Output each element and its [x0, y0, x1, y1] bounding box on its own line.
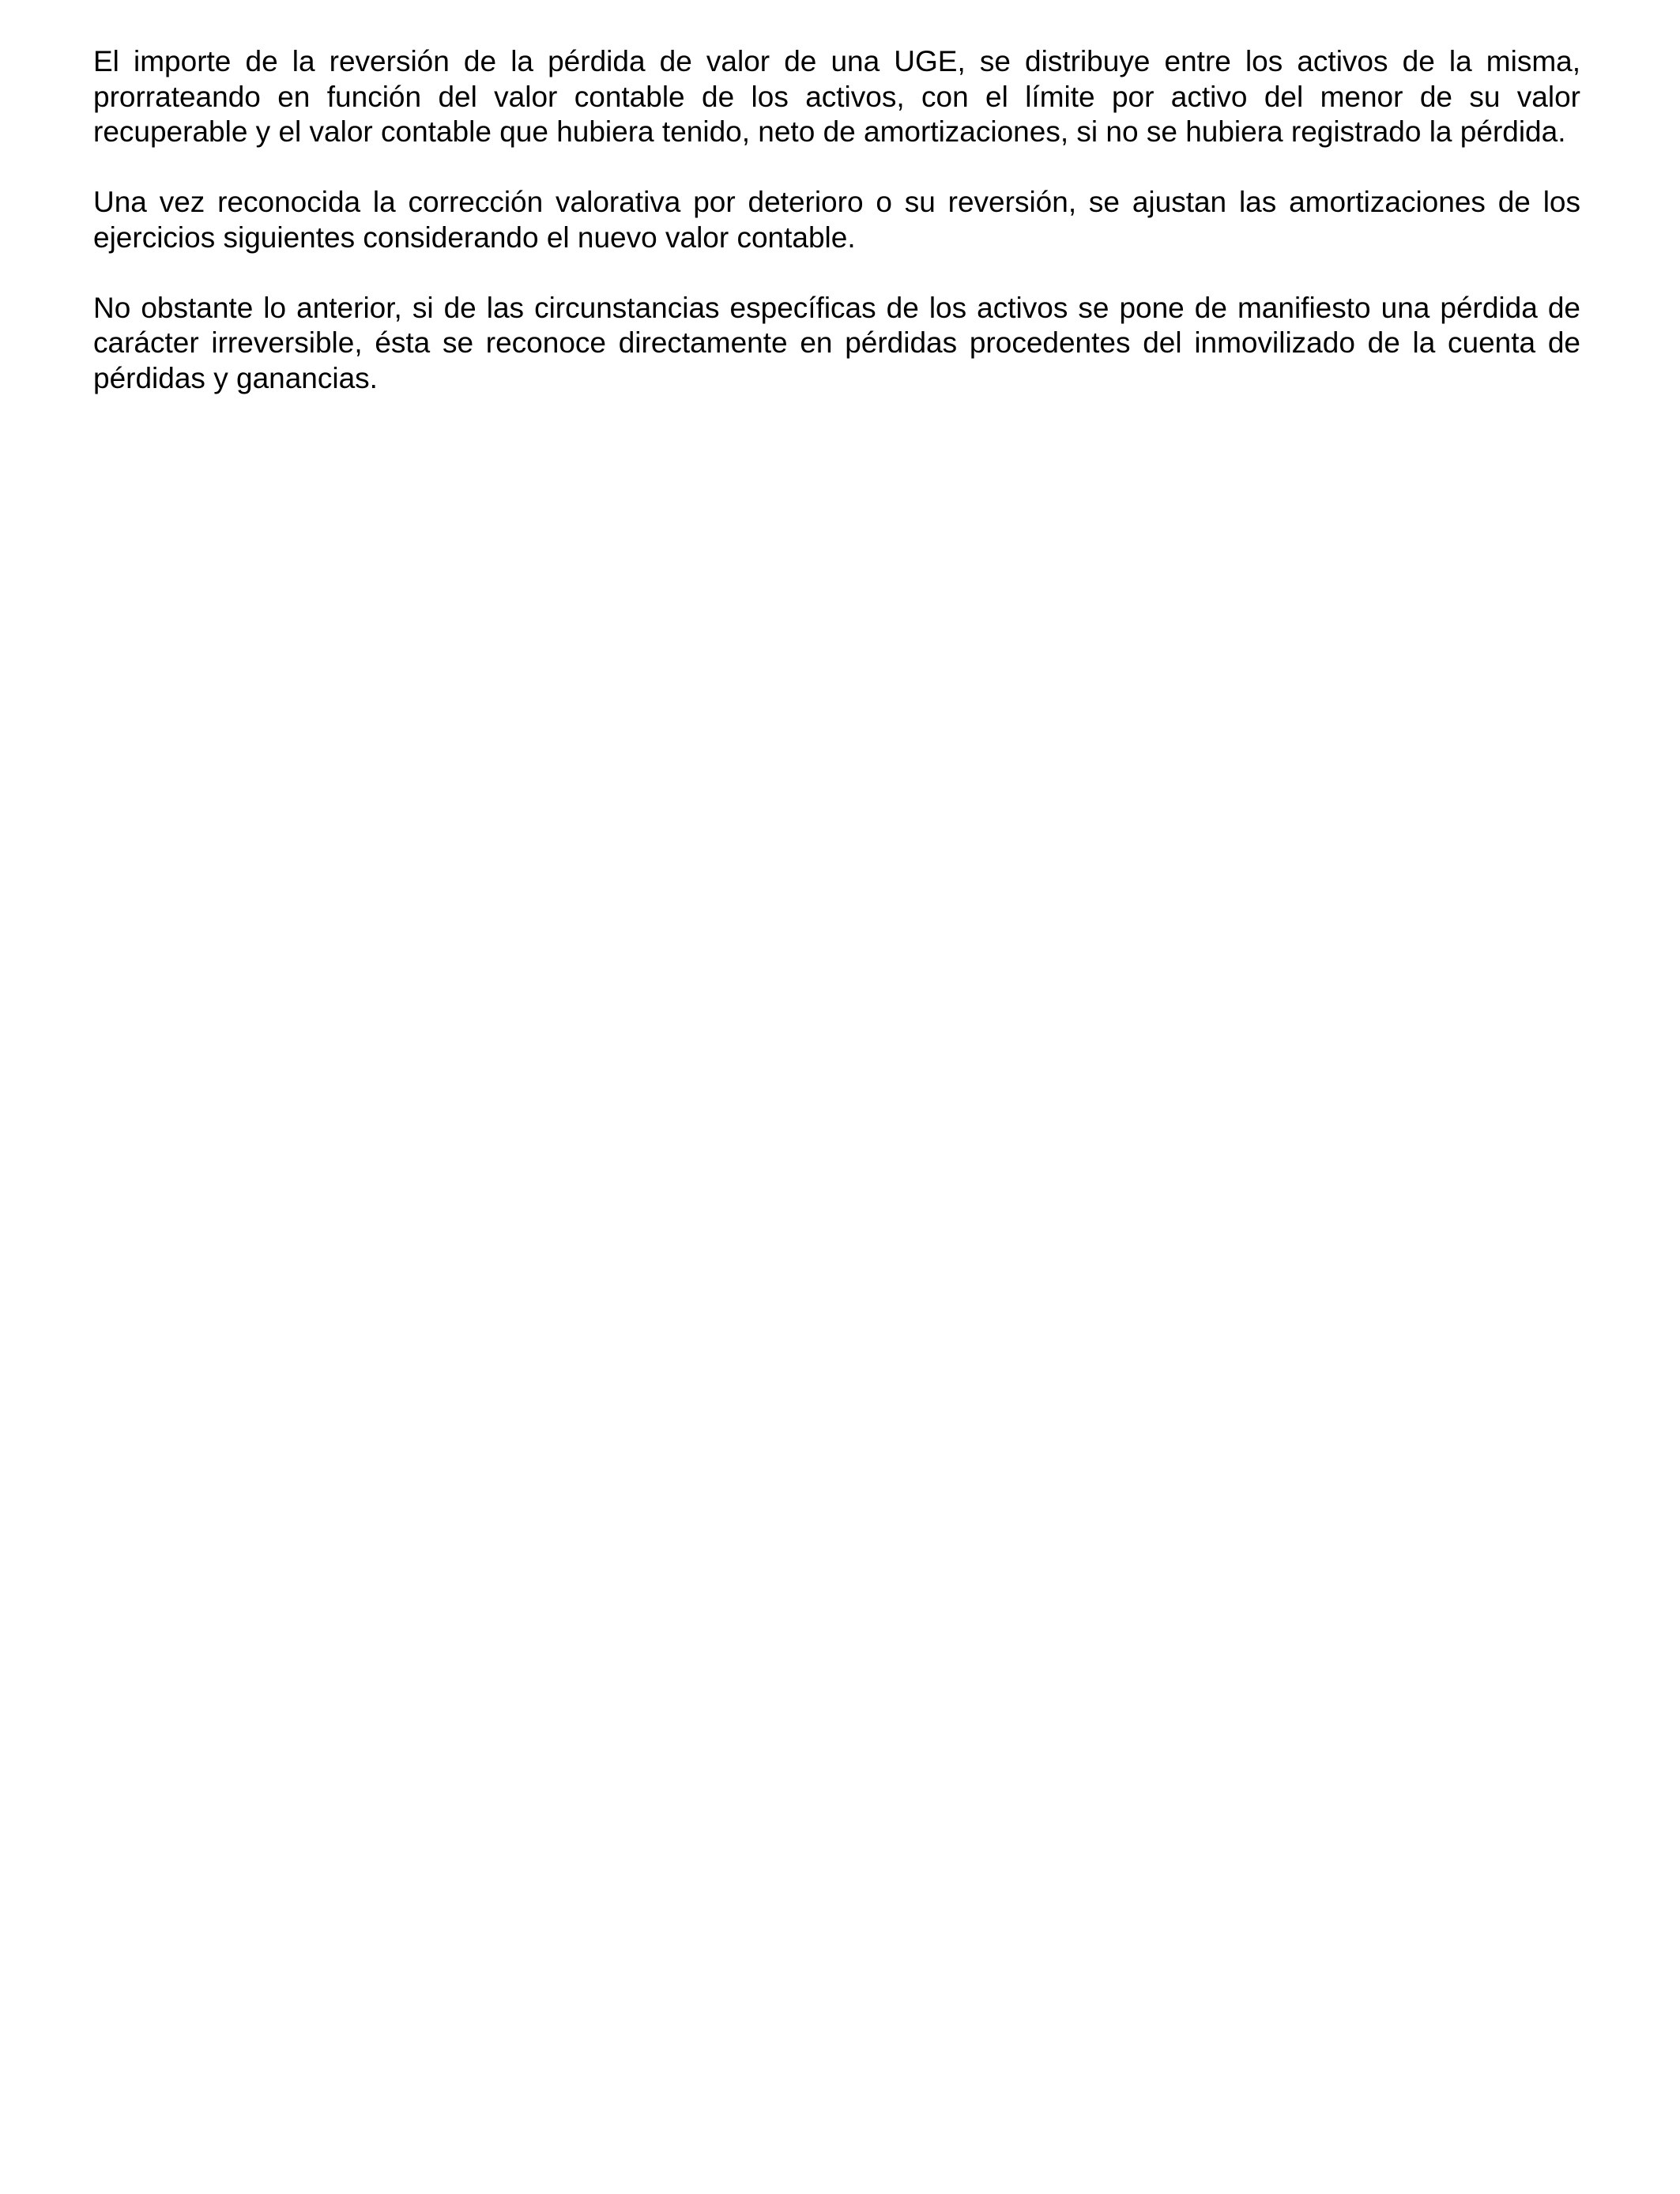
paragraph-reversion-uge: El importe de la reversión de la pérdida de valor de una UGE, se distribuye entre los activos de la misma, prorrateando en función del valor contable de los activos, con el límite por activo del menor de su valor recuperable y el valor contable que hubiera tenido, neto de amortizaciones, si no se hubiera registrado la pérdida. — [93, 45, 1580, 148]
paragraph-perdida-irreversible: No obstante lo anterior, si de las circunstancias específicas de los activos se pone de manifiesto una pérdida de carácter irreversible, ésta se reconoce directamente en pérdidas procedentes del inmovilizado de la cuenta de pérdidas y ganancias. — [93, 291, 1580, 394]
document-body — [93, 44, 1580, 396]
paragraph-ajuste-amortizaciones: Una vez reconocida la corrección valorativa por deterioro o su reversión, se ajustan las amortizaciones de los ejercicios siguientes considerando el nuevo valor contable. — [93, 186, 1580, 254]
